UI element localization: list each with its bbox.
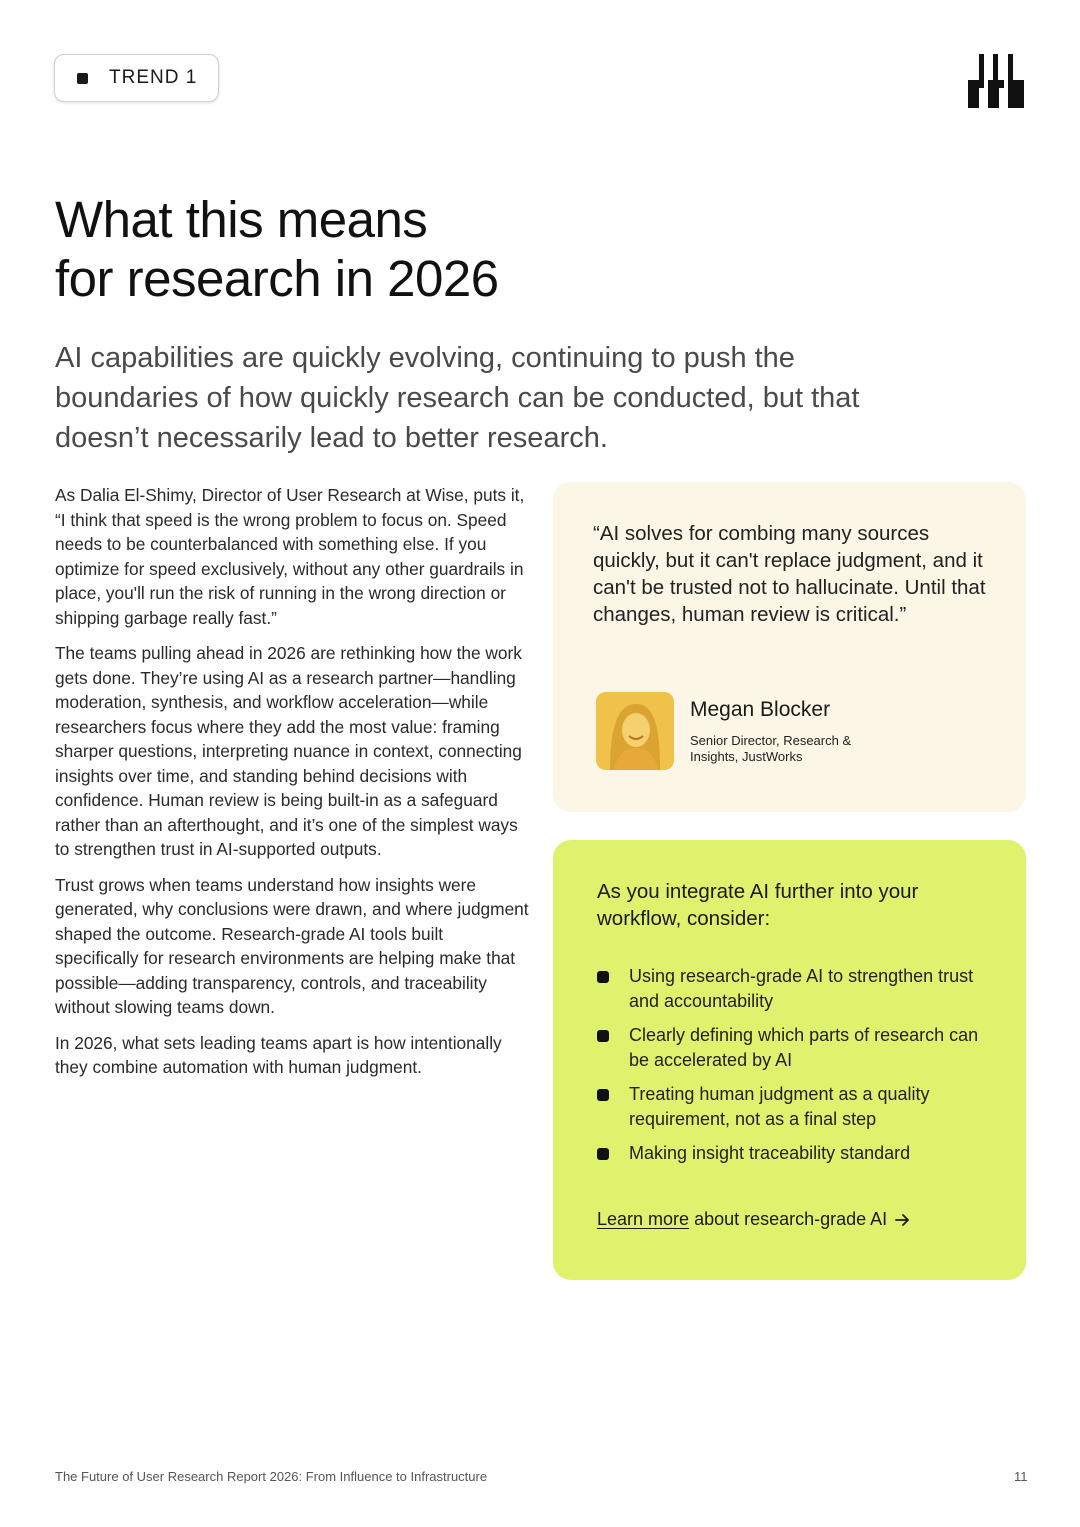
list-item-text: Using research-grade AI to strengthen trust and accountability bbox=[629, 966, 974, 1011]
footer-report-title: The Future of User Research Report 2026: From Influence to Infrastructure bbox=[55, 1469, 488, 1484]
bullet-icon bbox=[597, 1030, 609, 1042]
list-item bbox=[597, 1082, 997, 1131]
avatar bbox=[596, 692, 674, 770]
learn-more-row bbox=[597, 1209, 911, 1230]
list-item bbox=[597, 1023, 997, 1072]
list-item bbox=[597, 964, 997, 1013]
page-title bbox=[55, 190, 755, 308]
page-subtitle: AI capabilities are quickly evolving, continuing to push the boundaries of how quickly research can be conducted, but that doesn’t necessarily lead to better research. bbox=[55, 342, 860, 454]
body-paragraph: As Dalia El-Shimy, Director of User Research at Wise, puts it, “I think that speed is the wrong problem to focus on. Speed needs to be counterbalanced with something else. If you optimize for speed exclusively, without any other guardrails in place, you'll run the risk of running in the wrong direction or shipping garbage really fast.” bbox=[55, 485, 525, 628]
bullet-icon bbox=[597, 1148, 609, 1160]
list-item bbox=[597, 1141, 997, 1166]
body-column bbox=[55, 483, 530, 1091]
list-item-text: Making insight traceability standard bbox=[629, 1143, 911, 1163]
consider-heading: As you integrate AI further into your workflow, consider: bbox=[597, 880, 919, 930]
quote-author-name: Megan Blocker bbox=[690, 698, 831, 721]
list-item-text: Clearly defining which parts of research can be accelerated by AI bbox=[629, 1025, 979, 1070]
brand-logo-icon bbox=[966, 54, 1026, 108]
title-line-2: for research in 2026 bbox=[55, 250, 499, 307]
trend-tag bbox=[54, 54, 219, 102]
quote-text: “AI solves for combing many sources quickly, but it can't replace judgment, and it can't be trusted not to hallucinate. Until that changes, human review is critical.” bbox=[593, 522, 986, 626]
body-paragraph: The teams pulling ahead in 2026 are rethinking how the work gets done. They’re using AI as a research partner—handling moderation, synthesis, and workflow acceleration—while researchers focus where they add the most value: framing sharper questions, interpreting nuance in context, connecting insights over time, and standing behind decisions with confidence. Human review is being built-in as a safeguard rather than an afterthought, and it’s one of the simplest ways to strengthen trust in AI-supported outputs. bbox=[55, 643, 522, 859]
quote-card bbox=[553, 482, 1026, 812]
bullet-icon bbox=[597, 971, 609, 983]
quote-author-role: Senior Director, Research & Insights, JustWorks bbox=[690, 733, 852, 764]
page-number: 11 bbox=[1014, 1469, 1028, 1484]
title-line-1: What this means bbox=[55, 191, 428, 248]
learn-more-link[interactable]: Learn more bbox=[597, 1209, 690, 1229]
consider-card bbox=[553, 840, 1026, 1280]
learn-more-suffix: about research-grade AI bbox=[689, 1209, 888, 1229]
arrow-right-icon[interactable] bbox=[895, 1213, 911, 1227]
list-item-text: Treating human judgment as a quality requirement, not as a final step bbox=[629, 1084, 930, 1129]
body-paragraph: In 2026, what sets leading teams apart is how intentionally they combine automation with human judgment. bbox=[55, 1032, 502, 1077]
person-portrait-icon bbox=[596, 692, 674, 770]
consider-list bbox=[597, 964, 997, 1176]
tag-label: TREND 1 bbox=[109, 67, 198, 88]
bullet-icon bbox=[597, 1089, 609, 1101]
body-paragraph: Trust grows when teams understand how insights were generated, why conclusions were drawn, and where judgment shaped the outcome. Research-grade AI tools built specifically for research environments are helping make that possible—adding transparency, controls, and traceability without slowing teams down. bbox=[55, 874, 529, 1017]
tag-square-icon bbox=[77, 73, 88, 84]
